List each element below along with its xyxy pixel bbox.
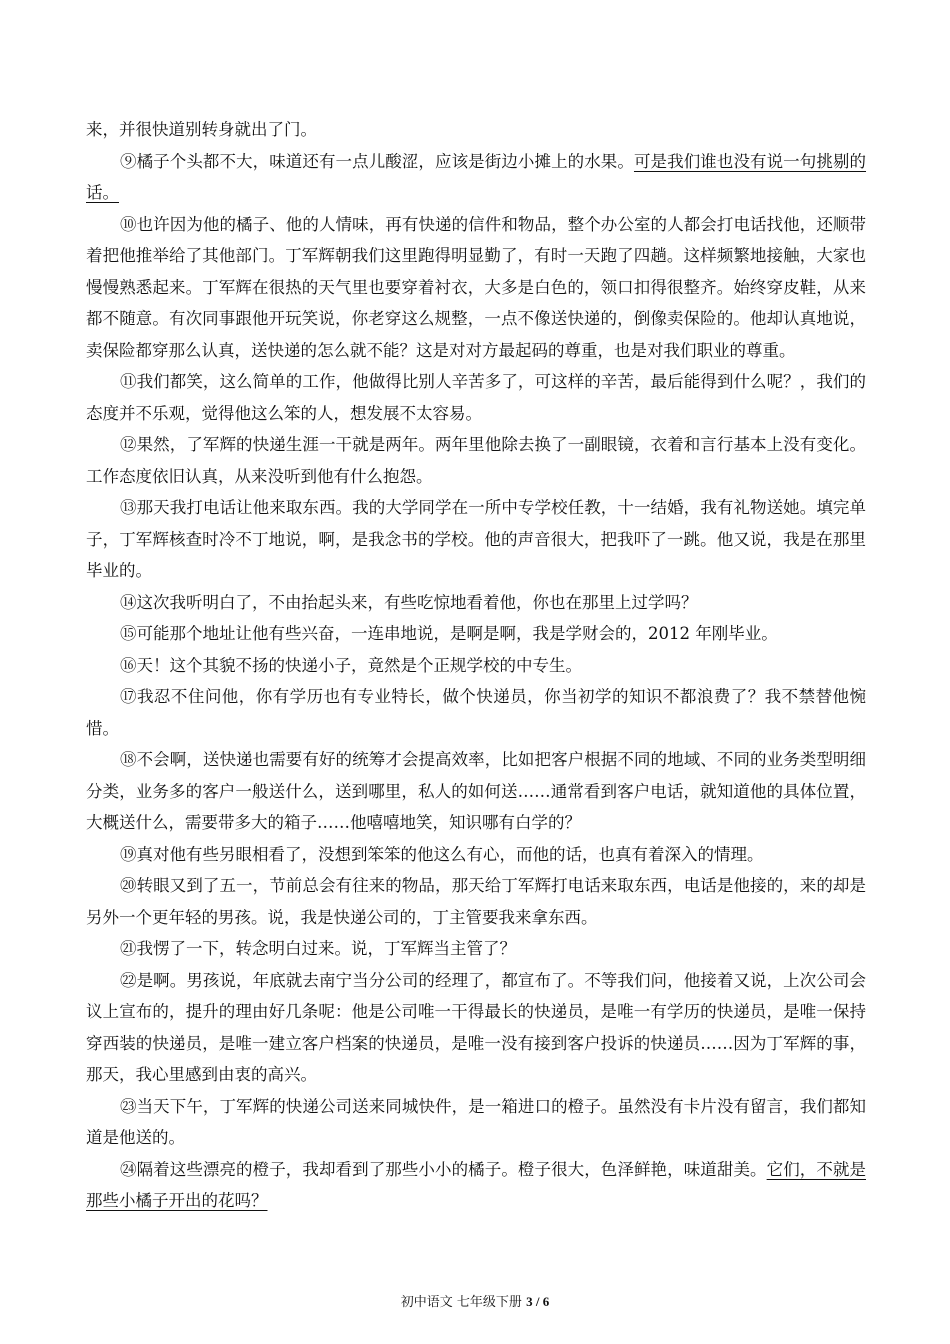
paragraph-23: ㉓当天下午，丁军辉的快递公司送来同城快件，是一箱进口的橙子。虽然没有卡片没有留言，我们都知道是他送的。: [86, 1096, 866, 1147]
paragraph-21: ㉑我愣了一下，转念明白过来。说，丁军辉当主管了？: [120, 939, 516, 958]
article-body: [86, 114, 866, 1217]
paragraph-continuation: 来，并很快道别转身就出了门。: [86, 120, 317, 139]
paragraph-17: ⑰我忍不住问他，你有学历也有专业特长，做个快递员，你当初学的知识不都浪费了？我不禁替他惋惜。: [86, 687, 866, 738]
paragraph-10: ⑩也许因为他的橘子、他的人情味，再有快递的信件和物品，整个办公室的人都会打电话找他，还顺带着把他推举给了其他部门。丁军辉朝我们这里跑得明显勤了，有时一天跑了四趟。这样频繁地接触，大家也慢慢熟悉起来。丁军辉在很热的天气里也要穿着衬衣，大多是白色的，领口扣得很整齐。始终穿皮鞋，从来都不随意。有次同事跟他开玩笑说，你老穿这么规整，一点不像送快递的，倒像卖保险的。他却认真地说，卖保险都穿那么认真，送快递的怎么就不能？这是对对方最起码的尊重，也是对我们职业的尊重。: [86, 214, 866, 360]
paragraph-14: ⑭这次我听明白了，不由抬起头来，有些吃惊地看着他，你也在那里上过学吗？: [120, 592, 698, 612]
footer-label: 初中语文 七年级下册: [400, 1295, 522, 1310]
page-footer: [0, 1293, 950, 1312]
paragraph-13: ⑬那天我打电话让他来取东西。我的大学同学在一所中专学校任教，十一结婚，我有礼物送她。填完单子，丁军辉核查时冷不丁地说，啊，是我念书的学校。他的声音很大，把我吓了一跳。他又说，我是在那里毕业的。: [86, 498, 866, 580]
underlined-sentence: 可是我们谁也没有说一句挑剔的话。: [86, 151, 867, 202]
paragraph-15: ⑮可能那个地址让他有些兴奋，一连串地说，是啊是啊，我是学财会的，2012 年刚毕业。: [120, 624, 778, 643]
paragraph-20: ⑳转眼又到了五一，节前总会有往来的物品，那天给丁军辉打电话来取东西，电话是他接的，来的却是另外一个更年轻的男孩。说，我是快递公司的，丁主管要我来拿东西。: [86, 876, 866, 927]
paragraph-22: ㉒是啊。男孩说，年底就去南宁当分公司的经理了，都宣布了。不等我们问，他接着又说，上次公司会议上宣布的，提升的理由好几条呢：他是公司唯一干得最长的快递员，是唯一有学历的快递员，是唯一保持穿西装的快递员，是唯一建立客户档案的快递员，是唯一没有接到客户投诉的快递员……因为丁军辉的事，那天，我心里感到由衷的高兴。: [86, 970, 866, 1084]
paragraph-24: ㉔隔着这些漂亮的橙子，我却看到了那些小小的橘子。橙子很大，色泽鲜艳，味道甜美。它们，不就是那些小橘子开出的花吗？: [86, 1159, 867, 1210]
paragraph-19: ⑲真对他有些另眼相看了，没想到笨笨的他这么有心，而他的话，也真有着深入的情理。: [120, 844, 764, 864]
paragraph-9: ⑨橘子个头都不大，味道还有一点儿酸涩，应该是街边小摊上的水果。可是我们谁也没有说一句挑剔的话。: [86, 151, 867, 202]
page-number: 3 / 6: [526, 1294, 550, 1309]
paragraph-11: ⑪我们都笑，这么简单的工作，他做得比别人辛苦多了，可这样的辛苦，最后能得到什么呢？，我们的态度并不乐观，觉得他这么笨的人，想发展不太容易。: [86, 372, 866, 423]
paragraph-12: ⑫果然，了军辉的快递生涯一干就是两年。两年里他除去换了一副眼镜，衣着和言行基本上没有变化。工作态度依旧认真，从来没听到他有什么抱怨。: [86, 435, 866, 486]
underlined-sentence: 它们，不就是那些小橘子开出的花吗？: [86, 1159, 867, 1210]
paragraph-16: ⑯天！这个其貌不扬的快递小子，竟然是个正规学校的中专生。: [120, 655, 582, 675]
paragraph-18: ⑱不会啊，送快递也需要有好的统筹才会提高效率，比如把客户根据不同的地域、不同的业务类型明细分类，业务多的客户一般送什么，送到哪里，私人的如何送……通常看到客户电话，就知道他的具体位置，大概送什么，需要带多大的箱子……他嘻嘻地笑，知识哪有白学的？: [86, 750, 866, 832]
